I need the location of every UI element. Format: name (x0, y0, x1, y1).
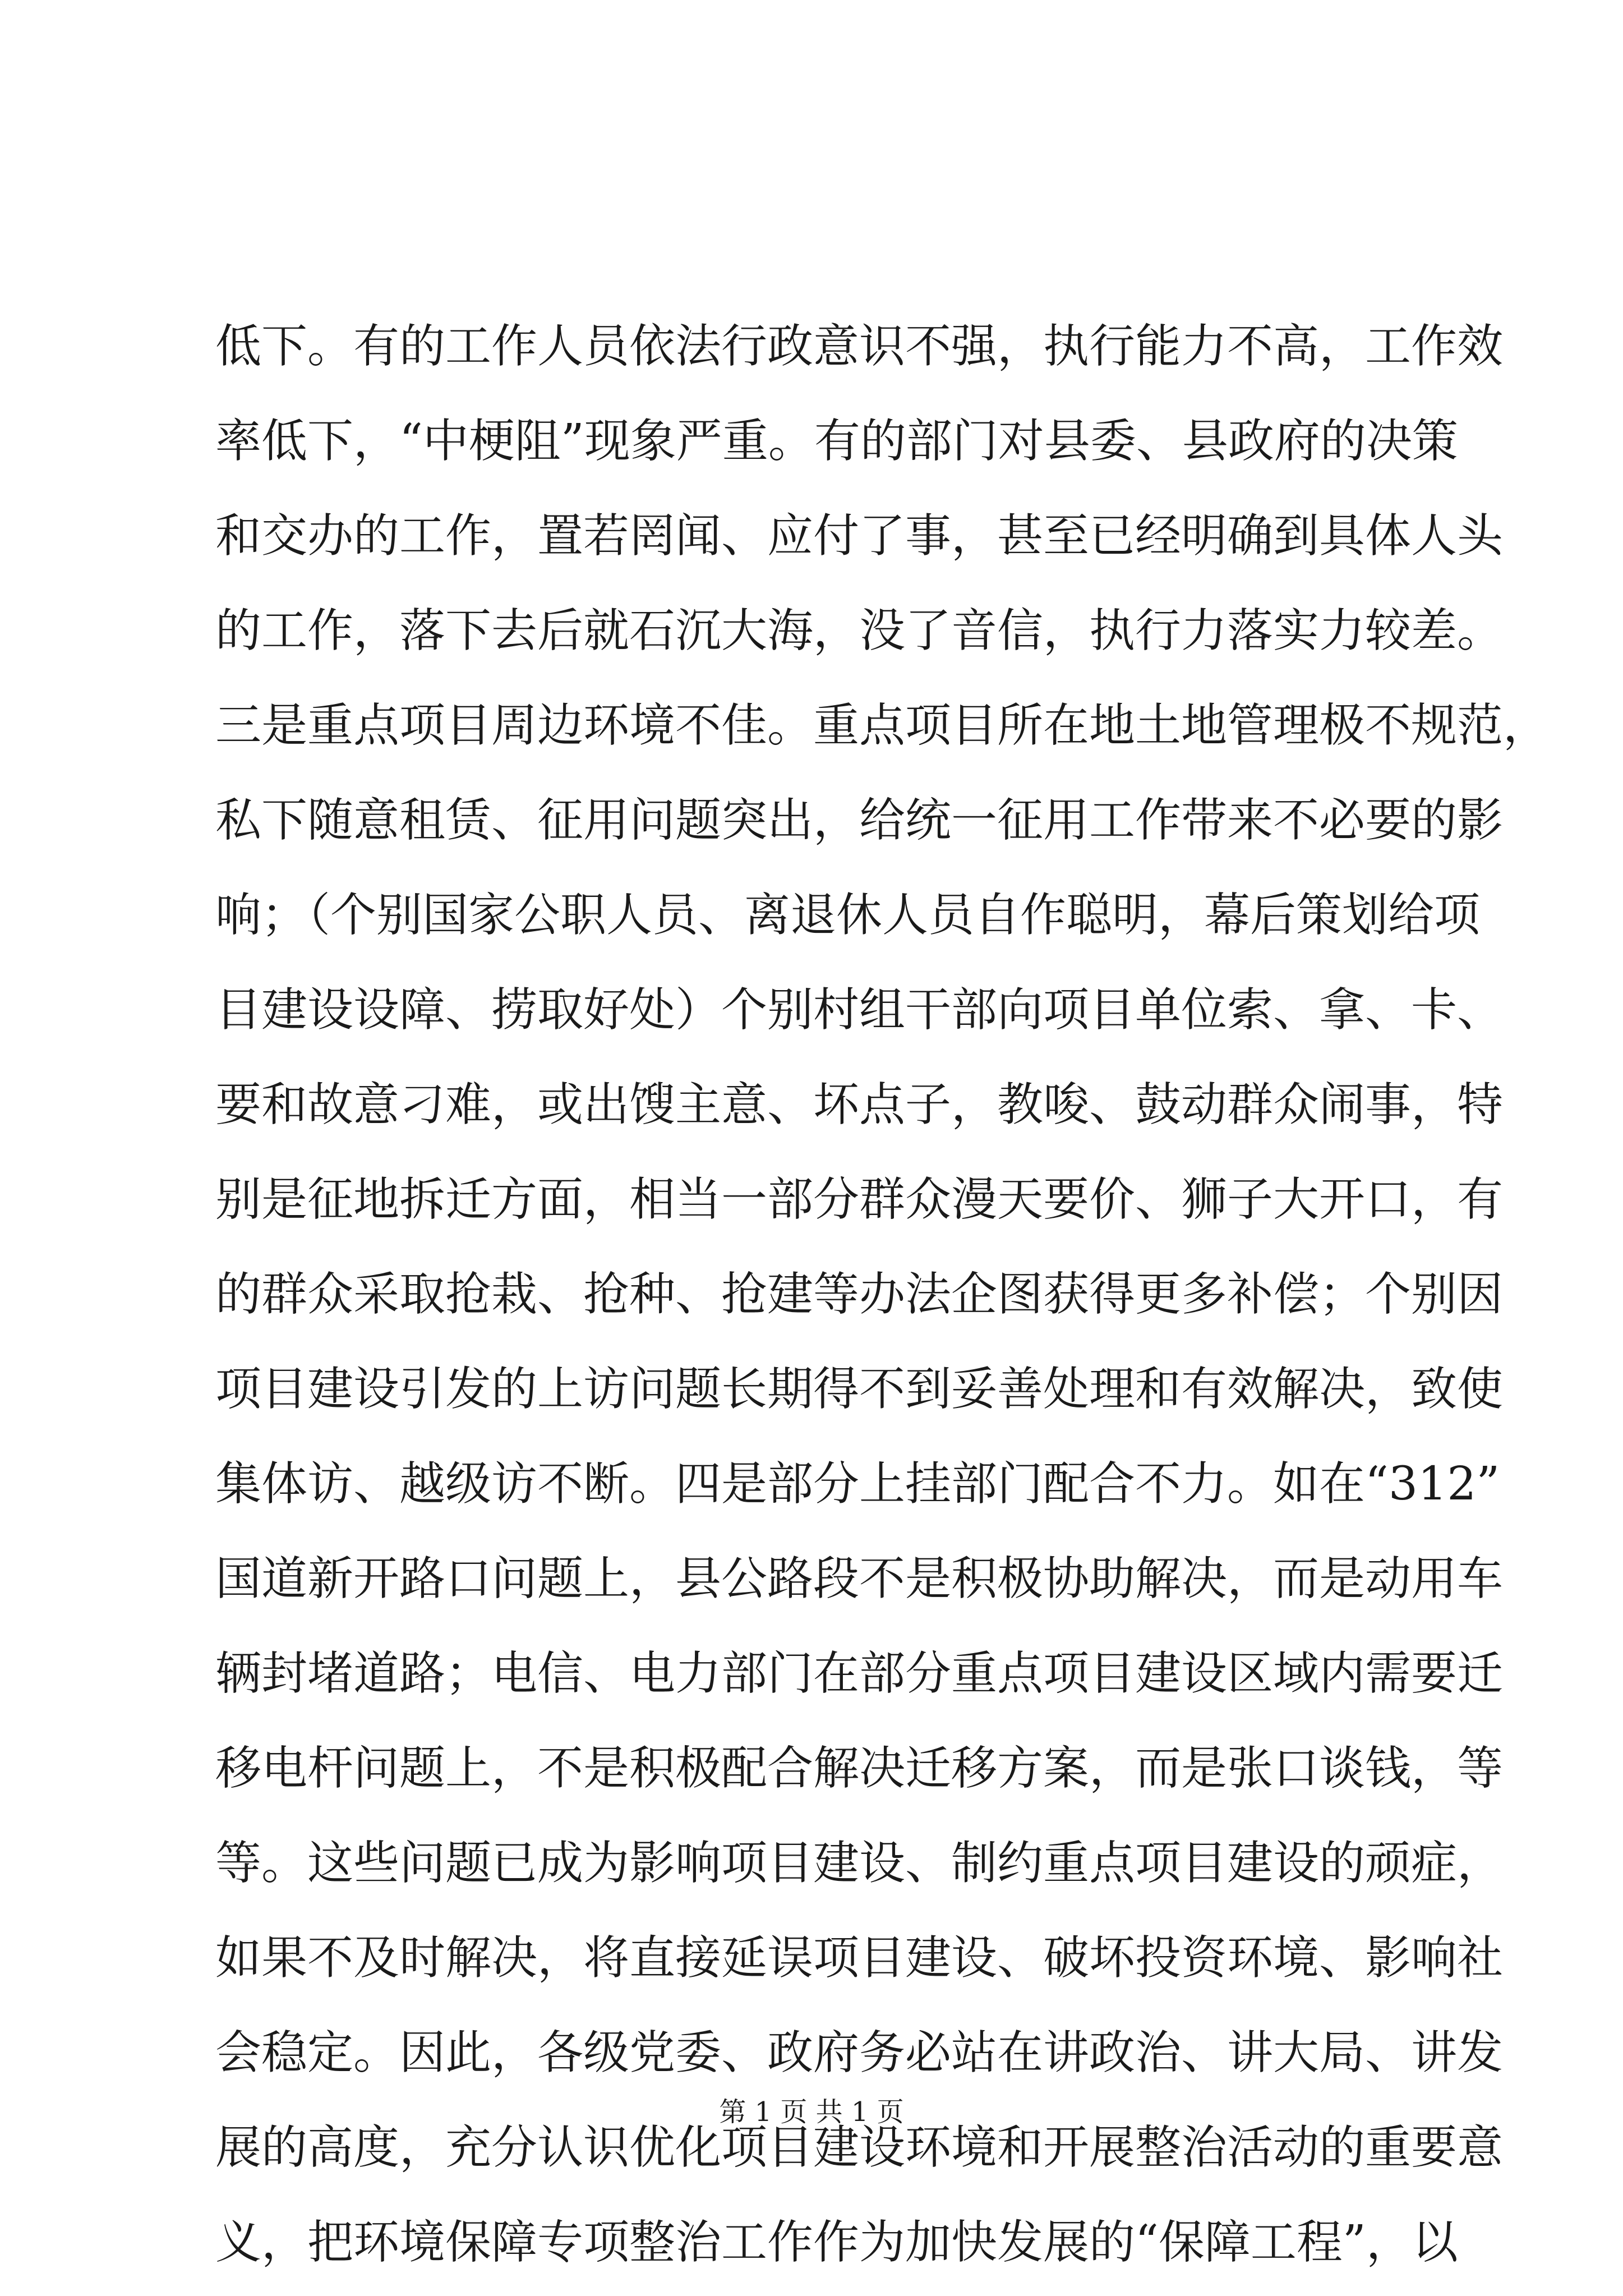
text-line: 国道新开路口问题上，县公路段不是积极协助解决，而是动用车 (215, 1552, 1504, 1605)
text-line: 集体访、越级访不断。四是部分上挂部门配合不力。如在“312” (215, 1457, 1500, 1511)
page-footer: 第 1 页 共 1 页 (719, 2096, 904, 2128)
text-line: 和交办的工作，置若罔闻、应付了事，甚至已经明确到具体人头 (215, 509, 1504, 563)
text-line: 率低下，“中梗阻”现象严重。有的部门对县委、县政府的决策 (215, 415, 1458, 468)
text-line: 等。这些问题已成为影响项目建设、制约重点项目建设的顽症， (215, 1837, 1504, 1890)
text-line: 项目建设引发的上访问题长期得不到妥善处理和有效解决，致使 (215, 1363, 1504, 1416)
text-line: 如果不及时解决，将直接延误项目建设、破坏投资环境、影响社 (215, 1931, 1504, 1985)
text-line: 展的高度，充分认识优化项目建设环境和开展整治活动的重要意 (215, 2121, 1504, 2174)
text-line: 的工作，落下去后就石沉大海，没了音信，执行力落实力较差。 (215, 604, 1504, 657)
text-line: 三是重点项目周边环境不佳。重点项目所在地土地管理极不规范， (215, 699, 1550, 752)
text-line: 义，把环境保障专项整治工作作为加快发展的“保障工程”，以 (215, 2216, 1458, 2269)
body-text (215, 299, 1550, 2290)
text-line: 别是征地拆迁方面，相当一部分群众漫天要价、狮子大开口，有 (215, 1173, 1504, 1226)
text-line: 会稳定。因此，各级党委、政府务必站在讲政治、讲大局、讲发 (215, 2026, 1504, 2079)
text-line: 目建设设障、捞取好处）个别村组干部向项目单位索、拿、卡、 (215, 983, 1504, 1037)
text-line: 移电杆问题上，不是积极配合解决迁移方案，而是张口谈钱，等 (215, 1742, 1504, 1795)
text-line: 响；（个别国家公职人员、离退休人员自作聪明，幕后策划给项 (215, 889, 1481, 942)
text-line: 要和故意刁难，或出馊主意、坏点子，教唆、鼓动群众闹事，特 (215, 1078, 1504, 1131)
text-line: 的群众采取抢栽、抢种、抢建等办法企图获得更多补偿；个别因 (215, 1268, 1504, 1321)
text-line: 辆封堵道路；电信、电力部门在部分重点项目建设区域内需要迁 (215, 1647, 1504, 1700)
text-line: 低下。有的工作人员依法行政意识不强，执行能力不高，工作效 (215, 320, 1504, 373)
text-line: 私下随意租赁、征用问题突出，给统一征用工作带来不必要的影 (215, 794, 1504, 847)
